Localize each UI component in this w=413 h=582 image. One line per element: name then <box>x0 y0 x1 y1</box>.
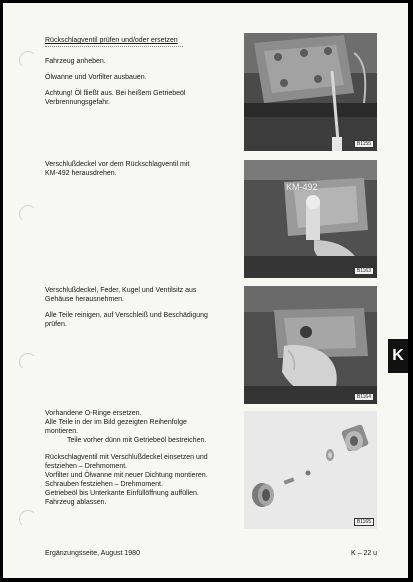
instruction-line: Vorfilter und Ölwanne mit neuer Dichtung montieren. <box>45 472 208 479</box>
instruction-line: Ölwanne und Vorfilter ausbauen. <box>45 74 147 81</box>
binder-hole-mark <box>19 353 37 371</box>
instruction-line: Alle Teile in der im Bild gezeigten Reihenfolge <box>45 419 187 426</box>
instruction-line: Vorhandene O-Ringe ersetzen. <box>45 410 142 417</box>
parts-removal-illustration <box>244 286 377 404</box>
warning-line: Verbrennungsgefahr. <box>45 99 110 106</box>
manual-page <box>3 3 408 578</box>
warning-line: Achtung! Öl fließt aus. Bei heißem Getriebeöl <box>45 90 186 97</box>
footer-edition: Ergänzungsseite, August 1980 <box>45 550 140 557</box>
figure-photo <box>244 33 377 151</box>
exploded-parts-illustration <box>244 411 377 529</box>
figure-number: B1163 <box>354 267 374 275</box>
binder-hole-mark <box>19 51 37 69</box>
instruction-line: Fahrzeug anheben. <box>45 58 106 65</box>
instruction-line: Verschlußdeckel vor dem Rückschlagventil mit <box>45 161 190 168</box>
instruction-line: Alle Teile reinigen, auf Verschleiß und Beschädigung <box>45 312 208 319</box>
instruction-line: KM-492 herausdrehen. <box>45 170 117 177</box>
figure-number: B1164 <box>354 393 374 401</box>
binder-hole-mark <box>19 510 37 528</box>
figure-number: B1165 <box>354 518 374 526</box>
instruction-line: Verschlußdeckel, Feder, Kugel und Ventilsitz aus <box>45 287 197 294</box>
tool-label: KM-492 <box>286 182 318 192</box>
figure-photo <box>244 160 377 278</box>
instruction-line: festziehen – Drehmoment. <box>45 463 128 470</box>
figure-number: B1155 <box>354 140 374 148</box>
section-tab: K <box>388 339 408 373</box>
gearbox-underside-illustration <box>244 33 377 151</box>
tool-removal-illustration <box>244 160 377 278</box>
instruction-line: Rückschlagventil mit Verschlußdeckel einsetzen und <box>45 454 208 461</box>
instruction-line: Gehäuse herausnehmen. <box>45 296 124 303</box>
instruction-line: Getriebeöl bis Unterkante Einfüllöffnung auffüllen. <box>45 490 199 497</box>
figure-photo <box>244 411 377 529</box>
instruction-line: Schrauben festziehen – Drehmoment. <box>45 481 163 488</box>
section-title: Rückschlagventil prüfen und/oder ersetzen <box>45 37 178 44</box>
instruction-line: montieren. <box>45 428 79 435</box>
figure-photo <box>244 286 377 404</box>
instruction-line: Teile vorher dünn mit Getriebeöl bestreichen. <box>67 437 207 444</box>
instruction-line: Fahrzeug ablassen. <box>45 499 107 506</box>
instruction-line: prüfen. <box>45 321 67 328</box>
footer-page-number: K – 22 u <box>351 550 378 557</box>
title-divider <box>45 46 183 47</box>
binder-hole-mark <box>19 205 37 223</box>
